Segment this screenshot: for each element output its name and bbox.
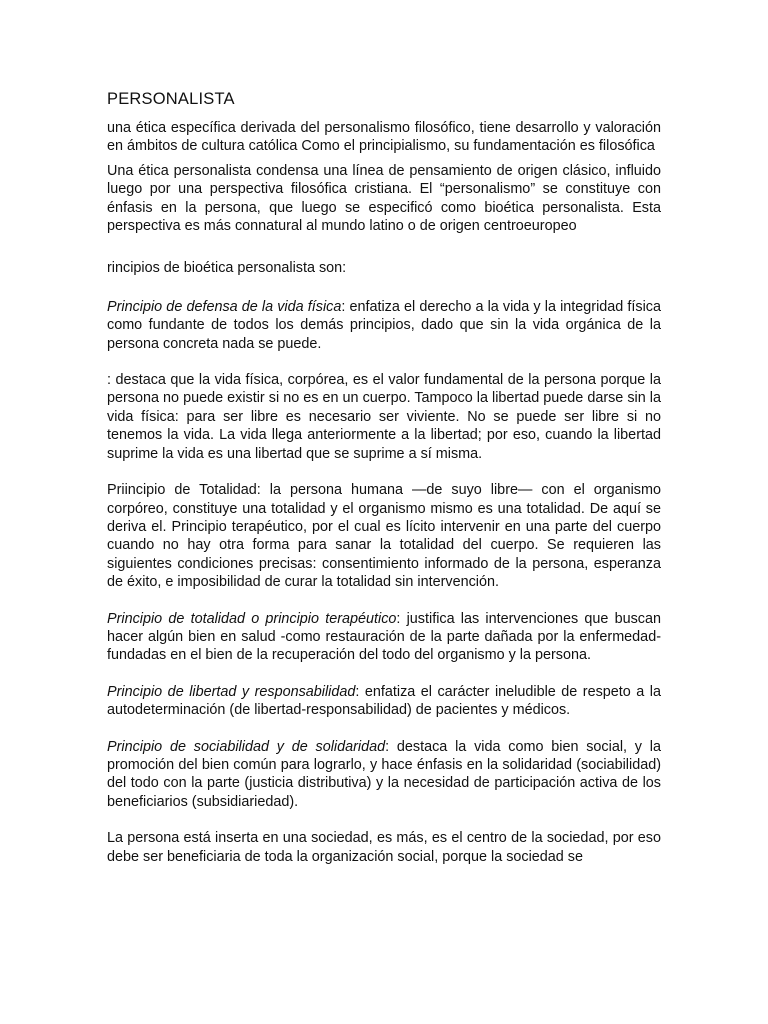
principle-name-therapeutic: Principio de totalidad o principio terapéutico [107, 610, 397, 627]
principle-name-physical-life: Principio de defensa de la vida física [107, 298, 342, 315]
paragraph-origin: Una ética personalista condensa una línea de pensamiento de origen clásico, influido luego por una perspectiva filosófica cristiana. El “personalismo” se constituye con énfasis en la persona, que luego se especificó como bioética personalista. Esta perspectiva es más connatural al mundo latino o de origen centroeuropeo [107, 162, 661, 235]
principle-name-freedom: Principio de libertad y responsabilidad [107, 683, 356, 700]
document-title: PERSONALISTA [107, 90, 235, 108]
paragraph-society: La persona está inserta en una sociedad, es más, es el centro de la sociedad, por eso debe ser beneficiaria de toda la organización social, porque la sociedad se [107, 830, 661, 865]
principle-description-physical-life: : enfatiza el derecho a la vida y la integridad física como fundante de todos los demás principios, dado que sin la vida orgánica de la persona concreta nada se puede. [107, 298, 661, 352]
paragraph-principle-physical-life [107, 298, 661, 353]
principle-description-freedom: : enfatiza el carácter ineludible de respeto a la autodeterminación (de libertad-responsabilidad) de pacientes y médicos. [107, 683, 661, 719]
principle-name-sociability: Principio de sociabilidad y de solidaridad [107, 738, 386, 755]
paragraph-principles-intro: rincipios de bioética personalista son: [107, 260, 347, 277]
principle-description-therapeutic: : justifica las intervenciones que buscan hacer algún bien en salud -como restauración de la parte dañada por la enfermedad- fundadas en el bien de la recuperación del todo del organismo y la persona. [107, 610, 661, 664]
paragraph-totality: Priincipio de Totalidad: la persona humana —de suyo libre— con el organismo corpóreo, constituye una totalidad y el organismo mismo es una totalidad. De aquí se deriva el. Principio terapéutico, por el cual es lícito intervenir en una parte del cuerpo cuando no hay otra forma para sanar la totalidad del cuerpo. Se requieren las siguientes condiciones precisas: consentimiento informado de la persona, esperanza de éxito, e imposibilidad de curar la totalidad sin intervención. [107, 482, 661, 591]
paragraph-principle-freedom [107, 683, 661, 720]
paragraph-definition: una ética específica derivada del personalismo filosófico, tiene desarrollo y valoración en ámbitos de cultura católica Como el principialismo, su fundamentación es filosófica [107, 120, 661, 155]
paragraph-principle-therapeutic [107, 610, 661, 665]
paragraph-physical-life-detail: : destaca que la vida física, corpórea, es el valor fundamental de la persona porque la persona no puede existir si no es en un cuerpo. Tampoco la libertad puede darse sin la vida física: para ser libre es necesario ser viviente. No se puede ser libre si no tenemos la vida. La vida llega anteriormente a la libertad; por eso, cuando la libertad suprime la vida es una libertad que se suprime a sí misma. [107, 372, 661, 462]
paragraph-principle-sociability [107, 738, 661, 812]
principle-description-sociability: : destaca la vida como bien social, y la promoción del bien común para lograrlo, y hace énfasis en la solidaridad (sociabilidad) del todo con la parte (justicia distributiva) y la necesidad de participación activa de los beneficiarios (subsidiariedad). [107, 738, 661, 810]
document-page [107, 90, 661, 866]
